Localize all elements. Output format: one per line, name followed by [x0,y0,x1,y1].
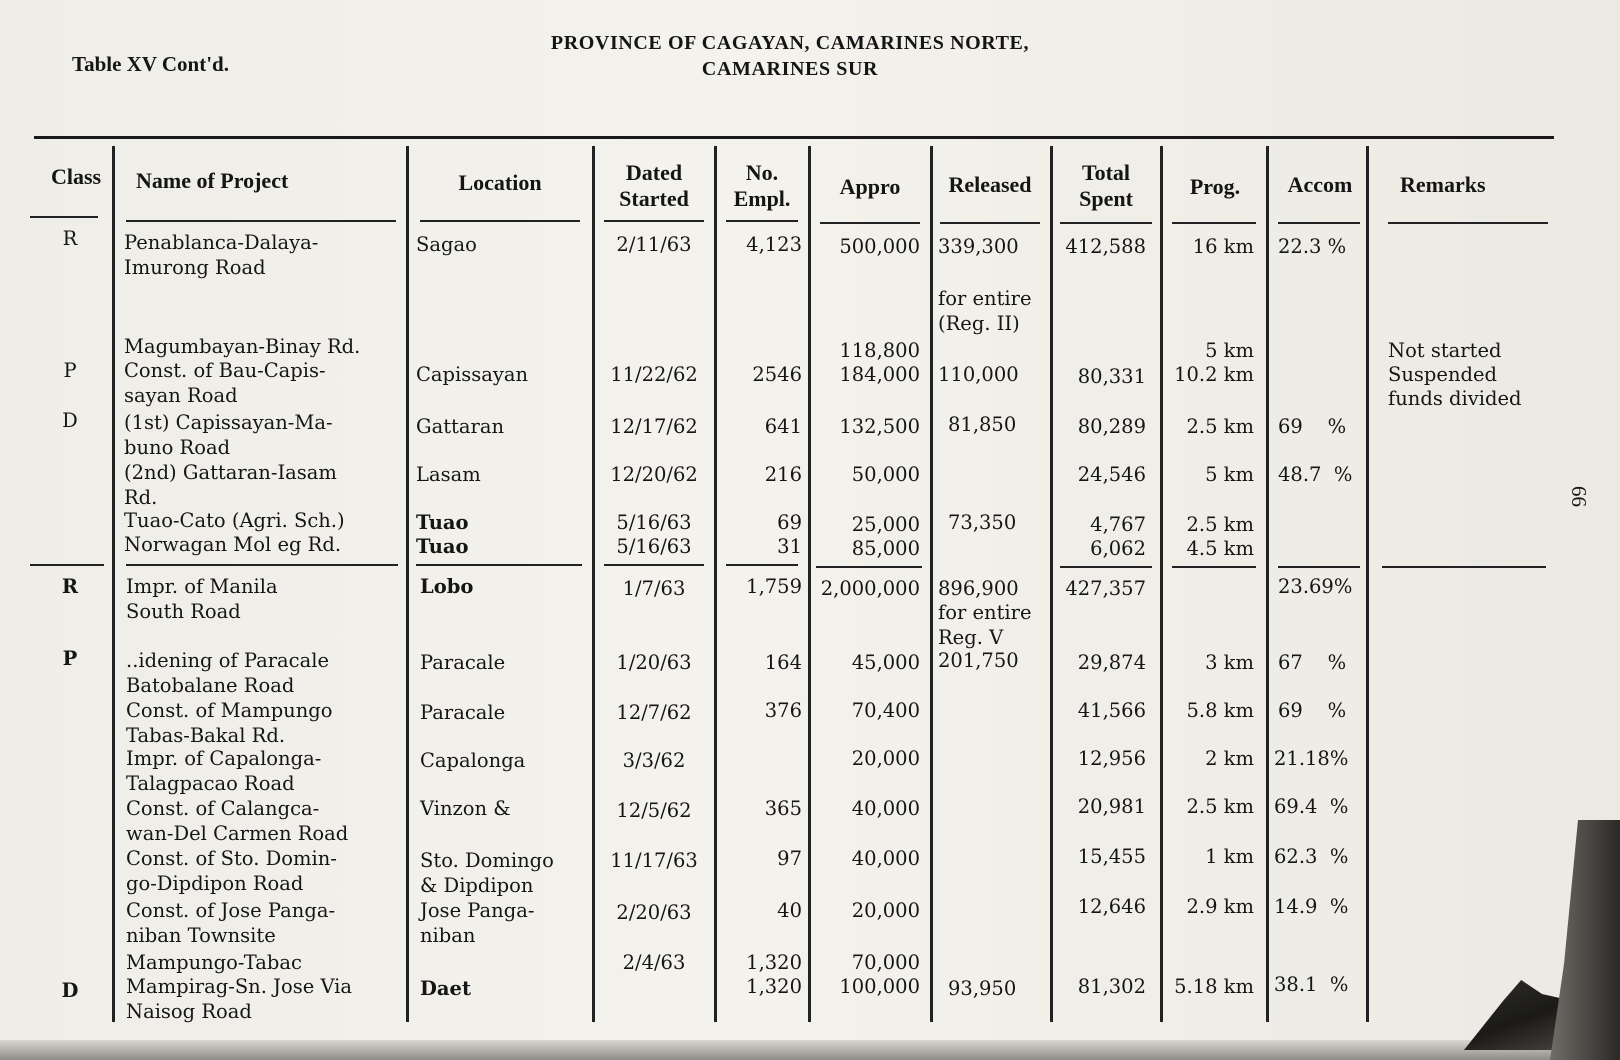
cell-accom: 62.3 % [1274,845,1349,868]
cell-name [124,334,360,359]
cell-name [124,508,345,533]
cell-location: Tuao [416,511,469,534]
cell-released: 201,750 [938,649,1019,672]
cell-name-line: Talagpacao Road [126,772,295,795]
cell-appro: 184,000 [839,363,920,386]
cell-prog: 2.5 km [1186,513,1254,536]
cell-total: 41,566 [1077,699,1146,722]
col-header-name: Name of Project [136,168,289,193]
header-underline [1060,222,1152,224]
cell-name-line: buno Road [124,436,231,459]
cell-name-line: Mampirag-Sn. Jose Via [126,975,353,998]
cell-accom: 67 % [1278,651,1347,674]
col-header-class: Class [50,164,102,189]
cell-dated: 12/5/62 [616,799,692,822]
cell-accom: 21.18% [1274,747,1349,770]
cell-dated: 1/7/63 [622,577,686,600]
cell-class: D [61,979,79,1002]
section-rule [816,566,922,568]
page-number: 66 [1567,486,1591,507]
header-underline [30,216,98,218]
cell-total: 80,289 [1077,415,1146,438]
column-divider [1266,146,1269,1022]
cell-name-line: Naisog Road [126,1000,252,1023]
cell-total: 412,588 [1065,235,1146,258]
cell-name-line: Imurong Road [124,256,266,279]
cell-name-line: Const. of Mampungo [126,699,333,722]
cell-prog: 5 km [1205,339,1254,362]
cell-location-line: niban [420,924,476,947]
cell-name-line: Magumbayan-Binay Rd. [124,335,361,358]
cell-location [420,848,554,898]
cell-accom: 48.7 % [1278,463,1353,486]
cell-name-line: Tuao-Cato (Agri. Sch.) [124,509,345,532]
cell-appro: 100,000 [839,975,920,998]
cell-empl: 1,320 [746,975,802,998]
cell-appro: 40,000 [851,847,920,870]
cell-total: 6,062 [1090,537,1146,560]
cell-prog: 2.5 km [1186,795,1254,818]
cell-name [126,746,321,796]
note-line: for entire [938,601,1032,624]
cell-name [126,648,329,698]
section-rule [1278,566,1360,568]
cell-location: Paracale [420,701,506,724]
note-line: for entire [938,287,1032,310]
cell-empl: 69 [777,511,802,534]
column-divider [930,146,933,1022]
cell-name [124,358,326,408]
cell-released: 339,300 [938,235,1019,258]
cell-location: Lobo [420,575,474,598]
cell-total: 12,646 [1077,895,1146,918]
cell-name [124,230,318,280]
cell-prog: 5.18 km [1174,975,1254,998]
section-rule [1382,566,1546,568]
page-bottom-edge [0,1040,1620,1060]
cell-appro: 132,500 [839,415,920,438]
header-underline [1278,222,1360,224]
cell-name [126,898,335,948]
cell-total: 24,546 [1077,463,1146,486]
cell-appro: 20,000 [851,899,920,922]
cell-appro: 50,000 [851,463,920,486]
cell-location: Vinzon & [420,797,511,820]
table-label: Table XV Cont'd. [72,52,229,76]
cell-prog: 5 km [1205,463,1254,486]
section-rule [1172,566,1256,568]
col-header-dated-line1: Dated [625,160,683,185]
col-header-empl-line2: Empl. [733,186,791,211]
header-underline [940,222,1040,224]
cell-accom: 14.9 % [1274,895,1349,918]
column-divider [1366,146,1369,1022]
cell-name [124,532,341,557]
cell-appro: 45,000 [851,651,920,674]
cell-name [126,950,302,975]
cell-name [126,974,352,1024]
cell-appro: 70,400 [851,699,920,722]
cell-location: Sagao [416,233,477,256]
col-header-dated [604,160,704,212]
cell-location-line: Jose Panga- [420,899,535,922]
col-header-accom: Accom [1287,172,1353,197]
header-underline [604,220,704,222]
header-underline [126,220,396,222]
col-header-released: Released [948,172,1032,197]
cell-empl: 40 [777,899,802,922]
cell-accom: 38.1 % [1274,973,1349,996]
cell-name-line: Impr. of Manila [126,575,278,598]
cell-location-line: & Dipdipon [420,874,534,897]
cell-appro: 500,000 [839,235,920,258]
column-divider [592,146,595,1022]
cell-remarks: Not started [1388,339,1502,362]
cell-total: 427,357 [1065,577,1146,600]
cell-name-line: wan-Del Carmen Road [126,822,349,845]
cell-name-line: Penablanca-Dalaya- [124,231,319,254]
col-header-total [1058,160,1154,212]
section-rule [1060,566,1152,568]
cell-empl: 641 [764,415,802,438]
cell-name-line: Batobalane Road [126,674,295,697]
cell-released: 81,850 [948,413,1017,436]
cell-total: 81,302 [1077,975,1146,998]
cell-class: P [63,359,77,382]
cell-dated: 12/20/62 [610,463,698,486]
cell-location: Capissayan [416,363,529,386]
cell-dated: 11/22/62 [610,363,698,386]
cell-prog: 3 km [1205,651,1254,674]
cell-dated: 5/16/63 [616,535,692,558]
cell-appro: 85,000 [851,537,920,560]
cell-empl: 4,123 [746,233,802,256]
header-underline [1388,222,1548,224]
cell-name [126,698,333,748]
cell-appro: 118,800 [839,339,920,362]
page-title [380,30,1200,82]
cell-location-line: Sto. Domingo [420,849,554,872]
cell-released: 73,350 [948,511,1017,534]
cell-location: Daet [420,977,471,1000]
column-divider [112,146,115,1022]
cell-dated: 11/17/63 [610,849,698,872]
cell-released: 93,950 [948,977,1017,1000]
cell-accom: 69.4 % [1274,795,1349,818]
cell-total: 15,455 [1077,845,1146,868]
col-header-dated-line2: Started [619,186,689,211]
col-header-prog: Prog. [1189,174,1241,199]
cell-name-line: Mampungo-Tabac [126,951,302,974]
header-underline [726,220,798,222]
cell-location: Capalonga [420,749,526,772]
col-header-empl-line1: No. [745,160,779,185]
cell-empl: 1,320 [746,951,802,974]
header-underline [820,222,920,224]
top-rule [34,136,1554,139]
cell-prog: 4.5 km [1186,537,1254,560]
cell-class: P [62,647,78,670]
cell-name-line: South Road [126,600,241,623]
cell-name [126,846,337,896]
cell-dated: 3/3/62 [622,749,686,772]
cell-name-line: (2nd) Gattaran-Iasam [124,461,337,484]
header-underline [1172,222,1256,224]
column-divider [1050,146,1053,1022]
section-rule [604,564,704,566]
cell-appro: 40,000 [851,797,920,820]
cell-prog: 5.8 km [1186,699,1254,722]
cell-accom: 22.3 % [1278,235,1347,258]
cell-remarks: Suspended [1388,363,1498,386]
cell-prog: 1 km [1205,845,1254,868]
cell-prog: 2.9 km [1186,895,1254,918]
cell-dated: 12/7/62 [616,701,692,724]
cell-name-line: niban Townsite [126,924,276,947]
section-rule [416,564,582,566]
column-divider [406,146,409,1022]
cell-name-line: ..idening of Paracale [126,649,329,672]
cell-prog: 16 km [1192,235,1254,258]
cell-accom: 23.69% [1278,575,1353,598]
cell-location: Tuao [416,535,469,558]
binder-shadow [1550,820,1620,1060]
title-line-2: CAMARINES SUR [701,58,879,80]
cell-total: 4,767 [1090,513,1146,536]
cell-name-line: Const. of Sto. Domin- [126,847,337,870]
header-underline [420,220,580,222]
cell-name-line: Const. of Bau-Capis- [124,359,326,382]
note-line: (Reg. II) [938,312,1020,335]
section-rule [126,564,398,566]
cell-empl: 31 [777,535,802,558]
col-header-remarks: Remarks [1400,172,1486,197]
cell-accom: 69 % [1278,415,1347,438]
column-divider [808,146,811,1022]
cell-total: 12,956 [1077,747,1146,770]
cell-name-line: Impr. of Capalonga- [126,747,322,770]
cell-dated: 1/20/63 [616,651,692,674]
cell-class: D [62,409,78,432]
cell-name-line: Const. of Calangca- [126,797,320,820]
cell-location: Paracale [420,651,506,674]
cell-empl: 1,759 [746,575,802,598]
cell-location: Lasam [416,463,481,486]
cell-name-line: Const. of Jose Panga- [126,899,336,922]
cell-name-line: (1st) Capissayan-Ma- [124,411,333,434]
cell-prog: 10.2 km [1174,363,1254,386]
section-rule [30,564,104,566]
cell-class: R [62,227,78,250]
cell-empl: 97 [777,847,802,870]
cell-prog: 2 km [1205,747,1254,770]
section-rule [726,564,798,566]
cell-released: 896,900 [938,577,1019,600]
cell-name-line: Tabas-Bakal Rd. [126,724,286,747]
cell-total: 29,874 [1077,651,1146,674]
cell-name [126,796,348,846]
cell-name [126,574,278,624]
cell-appro: 20,000 [851,747,920,770]
cell-name-line: sayan Road [124,384,238,407]
cell-prog: 2.5 km [1186,415,1254,438]
cell-total: 80,331 [1077,365,1146,388]
cell-released-note [938,286,1032,336]
cell-empl: 365 [764,797,802,820]
cell-accom: 69 % [1278,699,1347,722]
cell-appro: 70,000 [851,951,920,974]
cell-name-line: Norwagan Mol eg Rd. [124,533,342,556]
col-header-total-line1: Total [1081,160,1131,185]
cell-class: R [61,575,79,598]
cell-location: Gattaran [416,415,505,438]
column-divider [714,146,717,1022]
cell-empl: 164 [764,651,802,674]
note-line: Reg. V [938,626,1004,649]
cell-name [124,410,333,460]
cell-dated: 5/16/63 [616,511,692,534]
cell-released: 110,000 [938,363,1019,386]
cell-total: 20,981 [1077,795,1146,818]
cell-appro: 25,000 [851,513,920,536]
col-header-appro: Appro [839,174,901,199]
cell-empl: 2546 [752,363,802,386]
cell-remarks: funds divided [1388,387,1522,410]
cell-empl: 216 [764,463,802,486]
col-header-total-line2: Spent [1079,186,1133,211]
cell-released-note [938,600,1032,650]
title-line-1: PROVINCE OF CAGAYAN, CAMARINES NORTE, [550,32,1030,54]
cell-location [420,898,534,948]
cell-empl: 376 [764,699,802,722]
cell-dated: 2/11/63 [616,233,692,256]
cell-dated: 12/17/62 [610,415,698,438]
cell-name-line: Rd. [124,486,158,509]
cell-name [124,460,337,510]
column-divider [1160,146,1163,1022]
cell-appro: 2,000,000 [820,577,920,600]
col-header-location: Location [458,170,542,195]
col-header-empl [724,160,800,212]
cell-dated: 2/20/63 [616,901,692,924]
cell-dated: 2/4/63 [622,951,686,974]
cell-name-line: go-Dipdipon Road [126,872,304,895]
